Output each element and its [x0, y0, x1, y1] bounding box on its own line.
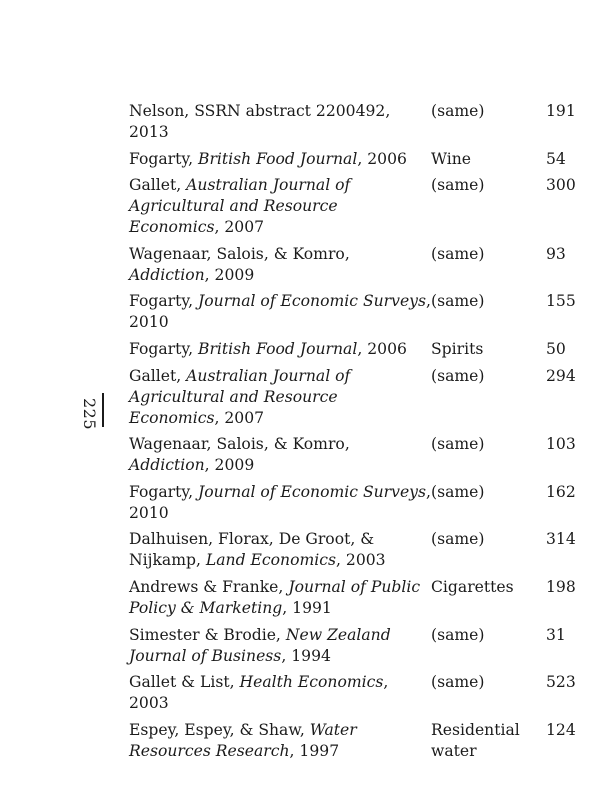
page-number: [76, 393, 104, 429]
citation-cell: Gallet, Australian Journal of Agricultural and Resource Economics, 2007: [129, 176, 351, 237]
table-row: [129, 291, 581, 333]
table-row: [129, 149, 581, 170]
table-row: [129, 339, 581, 360]
value-cell: 191: [546, 102, 576, 120]
value-cell: 124: [546, 720, 576, 739]
value-cell: 54: [546, 149, 566, 168]
category-cell: Wine: [431, 149, 472, 168]
value-cell: 93: [546, 244, 566, 263]
table-row: [129, 101, 581, 143]
citation-cell: Fogarty, British Food Journal, 2006: [129, 149, 407, 168]
category-cell: Residential water: [431, 720, 520, 760]
citation-table: [129, 101, 581, 767]
category-cell: (same): [431, 435, 485, 454]
citation-cell: Gallet, Australian Journal of Agricultural and Resource Economics, 2007: [129, 366, 351, 427]
citation-cell: Fogarty, Journal of Economic Surveys, 2010: [129, 292, 431, 332]
value-cell: 103: [546, 435, 576, 454]
table-row: [129, 366, 581, 429]
citation-cell: Wagenaar, Salois, & Komro, Addiction, 2009: [129, 435, 350, 475]
category-cell: (same): [431, 102, 485, 120]
table-row: [129, 672, 581, 714]
category-cell: (same): [431, 482, 485, 501]
page-number-text: 225: [80, 398, 99, 431]
citation-cell: Wagenaar, Salois, & Komro, Addiction, 2009: [129, 244, 350, 284]
value-cell: 31: [546, 625, 566, 644]
table-row: [129, 175, 581, 238]
citation-cell: Simester & Brodie, New Zealand Journal of Business, 1994: [129, 625, 391, 665]
value-cell: 155: [546, 292, 576, 311]
category-cell: (same): [431, 625, 485, 644]
category-cell: (same): [431, 244, 485, 263]
citation-cell: Andrews & Franke, Journal of Public Policy & Marketing, 1991: [129, 577, 421, 617]
value-cell: 314: [546, 530, 576, 549]
category-cell: (same): [431, 673, 485, 692]
category-cell: Cigarettes: [431, 577, 514, 596]
category-cell: (same): [431, 176, 485, 195]
category-cell: (same): [431, 530, 485, 549]
table-row: [129, 625, 581, 667]
category-cell: Spirits: [431, 339, 484, 358]
citation-cell: Dalhuisen, Florax, De Groot, & Nijkamp, Land Economics, 2003: [129, 530, 386, 570]
value-cell: 198: [546, 577, 576, 596]
table-row: [129, 529, 581, 571]
citation-cell: Gallet & List, Health Economics, 2003: [129, 673, 389, 713]
value-cell: 162: [546, 482, 576, 501]
table-row: [129, 244, 581, 286]
citation-cell: Fogarty, British Food Journal, 2006: [129, 339, 407, 358]
value-cell: 50: [546, 339, 566, 358]
page-number-rule: [102, 393, 104, 427]
value-cell: 300: [546, 176, 576, 195]
table-row: [129, 434, 581, 476]
value-cell: 523: [546, 673, 576, 692]
citation-cell: Fogarty, Journal of Economic Surveys, 2010: [129, 482, 431, 522]
table-row: [129, 720, 581, 762]
value-cell: 294: [546, 366, 576, 385]
category-cell: (same): [431, 366, 485, 385]
citation-cell: Espey, Espey, & Shaw, Water Resources Research, 1997: [129, 720, 357, 760]
table-row: [129, 577, 581, 619]
table-row: [129, 482, 581, 524]
citation-cell: Nelson, SSRN abstract 2200492, 2013: [129, 102, 391, 141]
category-cell: (same): [431, 292, 485, 311]
